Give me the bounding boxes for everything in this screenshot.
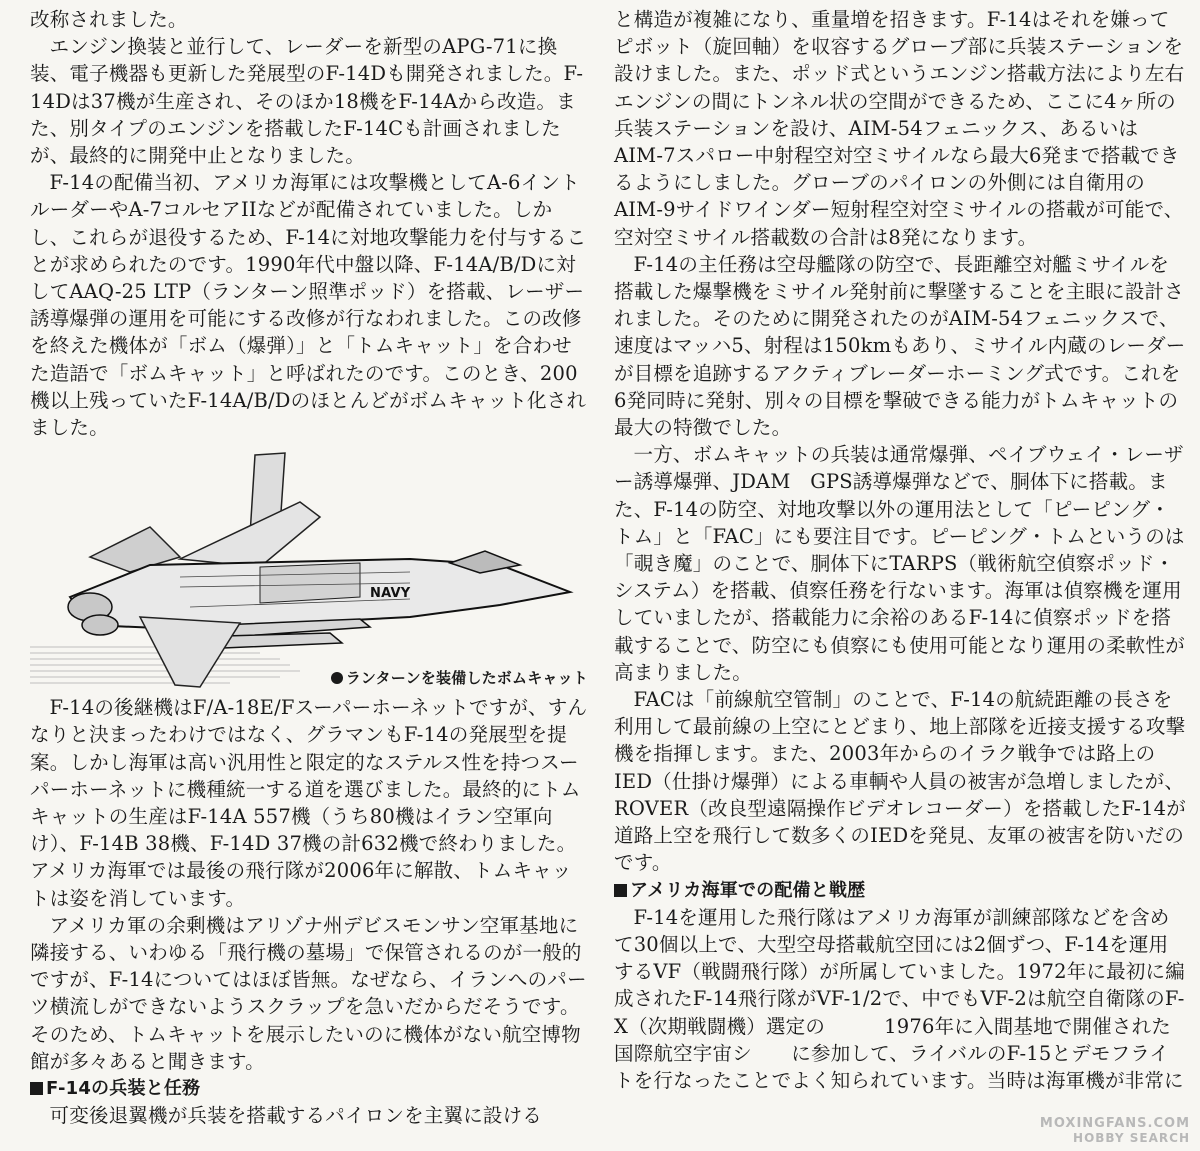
paragraph: F-14の配備当初、アメリカ海軍には攻撃機としてA-6イントルーダーやA-7コルセアIIなどが配備されていました。しかし、これらが退役するため、F-14に対地攻撃能力を付与することが求められたのです。1990年代中盤以降、F-14A/B/Dに対してAAQ-25 LTP（ランターン照準ポッド）を搭載、レーザー誘導爆弾の運用を可能にする改修が行なわれました。この改修を終えた機体が「ボム（爆弾）」と「トムキャット」を合わせた造語で「ボムキャット」と呼ばれたのです。このとき、200機以上残っていたF-14A/B/Dのほとんどがボムキャット化されました。 (30, 171, 587, 440)
paragraph: FACは「前線航空管制」のことで、F-14の航続距離の長さを利用して最前線の上空にとどまり、地上部隊を近接支援する攻撃機を指揮します。また、2003年からのイラク戦争では路上のIED（仕掛け爆弾）による車輌や人員の被害が急増しましたが、ROVER（改良型遠隔操作ビデオレコーダー）を搭載したF-14が道路上空を飛行して数多くのIEDを発見、友軍の被害を防いだのです。 (614, 688, 1186, 875)
aircraft-illustration (30, 447, 590, 692)
paragraph: 改称されました。 (30, 8, 188, 31)
paragraph: F-14を運用した飛行隊はアメリカ海軍が訓練部隊などを含めて30個以上で、大型空母搭載航空団には2個ずつ、F-14を運用するVF（戦闘飛行隊）が所属していました。1972年に最初に編成されたF-14飛行隊がVF-1/2で、中でもVF-2は航空自衛隊のF-X（次期戦闘機）選定の 1976年に入間基地で開催された国際航空宇宙シ に参加して、ライバルのF-15とデモフライトを行なったことでよく知られています。当時は海軍機が非常に (614, 905, 1185, 1092)
heading-text: F-14の兵装と任務 (46, 1078, 201, 1100)
f14-drawing (30, 447, 590, 692)
navy-marking: NAVY (370, 586, 411, 602)
figure-caption (329, 665, 590, 692)
caption-text: ランターンを装備したボムキャット (345, 669, 588, 688)
paragraph: アメリカ軍の余剰機はアリゾナ州デビスモンサン空軍基地に隣接する、いわゆる「飛行機の墓場」で保管されるのが一般的ですが、F-14についてはほぼ皆無。なぜなら、イランへのパーツ横流しができないようスクラップを急いだからだそうです。そのため、トムキャットを展示したいのに機体がない航空博物館が多々あると聞きます。 (30, 913, 587, 1073)
watermark (1040, 1116, 1190, 1145)
watermark-brand: HOBBY SEARCH (1073, 1131, 1190, 1145)
paragraph: エンジン換装と並行して、レーダーを新型のAPG-71に換装、電子機器も更新した発展型のF-14Dも開発されました。F-14Dは37機が生産され、そのほか18機をF-14Aから改造。また、別タイプのエンジンを搭載したF-14Cも計画されましたが、最終的に開発中止となりました。 (30, 35, 584, 168)
square-bullet-icon (614, 884, 627, 897)
square-bullet-icon (30, 1082, 43, 1095)
section-heading (614, 877, 1186, 904)
right-column (614, 6, 1186, 1094)
section-heading (30, 1075, 590, 1102)
heading-text: アメリカ海軍での配備と戦歴 (630, 879, 866, 901)
watermark-site: MOXINGFANS.COM (1039, 1116, 1190, 1131)
paragraph: と構造が複雑になり、重量増を招きます。F-14はそれを嫌ってピボット（旋回軸）を収容するグローブ部に兵装ステーションを設けました。また、ポッド式というエンジン搭載方法により左右エンジンの間にトンネル状の空間ができるため、ここに4ヶ所の兵装ステーションを設け、AIM-54フェニックス、あるいはAIM-7スパロー中射程空対空ミサイルなら最大6発まで搭載できるようにしました。グローブのパイロンの外側には自衛用のAIM-9サイドワインダー短射程空対空ミサイルの搭載が可能で、空対空ミサイル搭載数の合計は8発になります。 (614, 8, 1185, 249)
paragraph: 可変後退翼機が兵装を搭載するパイロンを主翼に設ける (49, 1104, 543, 1128)
bullet-icon (331, 672, 343, 684)
paragraph: F-14の後継機はF/A-18E/Fスーパーホーネットですが、すんなりと決まったわけではなく、グラマンもF-14の発展型を提案。しかし海軍は高い汎用性と限定的なステルス性を持つスーパーホーネットに機種統一する道を選びました。最終的にトムキャットの生産はF-14A 557機（うち80機はイラン空軍向け）、F-14B 38機、F-14D 37機の計632機で終わりました。アメリカ海軍では最後の飛行隊が2006年に解散、トムキャットは姿を消しています。 (30, 696, 588, 910)
left-column (30, 6, 590, 1130)
paragraph: F-14の主任務は空母艦隊の防空で、長距離空対艦ミサイルを搭載した爆撃機をミサイル発射前に撃墜することを主眼に設計されました。そのために開発されたのがAIM-54フェニックスで、速度はマッハ5、射程は150kmもあり、ミサイル内蔵のレーダーが目標を追跡するアクティブレーダーホーミング式です。これを6発同時に発射、別々の目標を撃破できる能力がトムキャットの最大の特徴でした。 (614, 252, 1186, 440)
paragraph: 一方、ボムキャットの兵装は通常爆弾、ペイブウェイ・レーザー誘導爆弾、JDAM GPS誘導爆弾などで、胴体下に搭載。また、F-14の防空、対地攻撃以外の運用法として「ピーピング・トム」と「FAC」にも要注目です。ピーピング・トムというのは「覗き魔」のことで、胴体下にTARPS（戦術航空偵察ポッド・システム）を搭載、偵察任務を行ないます。海軍は偵察機を運用していましたが、搭載能力に余裕のあるF-14に偵察ポッドを搭載することで、防空にも偵察にも使用可能となり運用の柔軟性が高まりました。 (614, 443, 1185, 684)
